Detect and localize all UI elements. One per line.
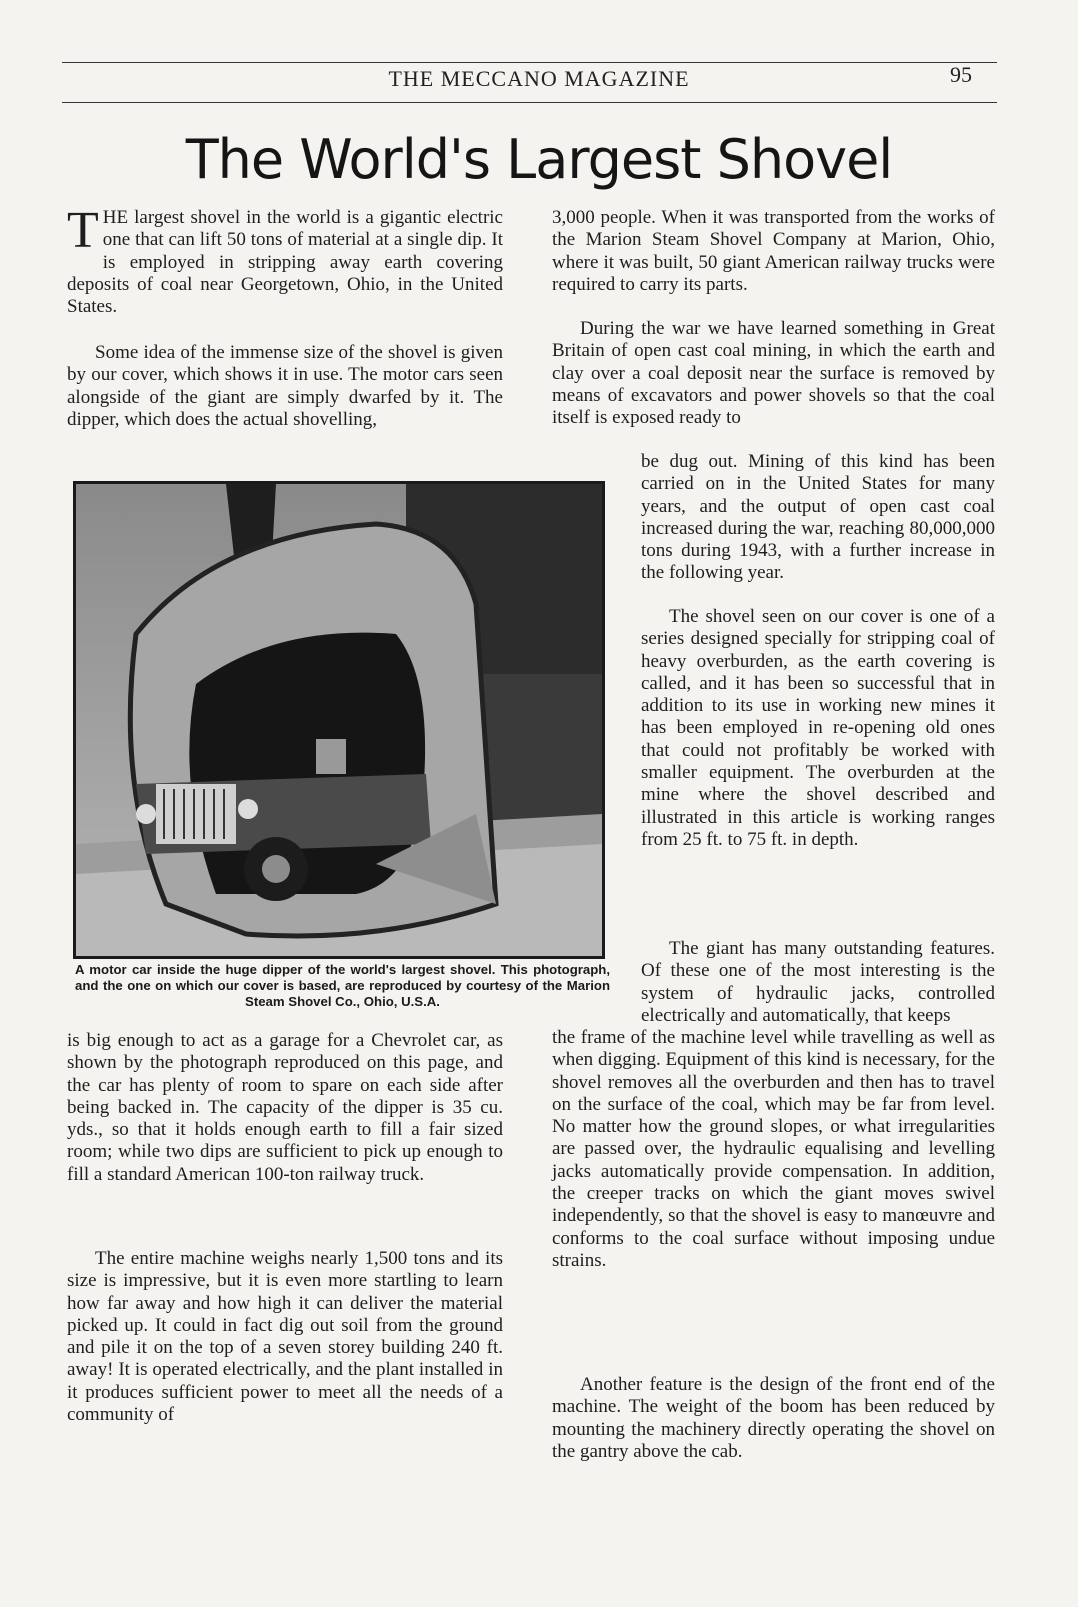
paragraph-open-cast: During the war we have learned something in Great Britain of open cast coal mining, in which the earth and clay over a coal deposit near the surface is removed by means of excavators and power shovels so that the coal itself is exposed ready to <box>552 318 995 429</box>
paragraph-cover-shovel: The shovel seen on our cover is one of a series designed specially for stripping coal of heavy overburden, as the earth covering is called, and it has been so successful that in addition to its use in working new mines it has been employed in re-opening old ones that could not profitably be worked with smaller equipment. The overburden at the mine where the shovel described and illustrated in this article is working ranges from 25 ft. to 75 ft. in depth. <box>641 606 995 850</box>
paragraph-intro <box>67 202 503 318</box>
header-rule <box>62 102 997 103</box>
paragraph-weight: The entire machine weighs nearly 1,500 tons and its size is impressive, but it is even more startling to learn how far away and how high it can deliver the material picked up. It could in fact dig out soil from the ground and pile it on the top of a seven storey building 240 ft. away! It is operated electrically, and the plant installed in it produces sufficient power to meet all the needs of a community of <box>67 1248 503 1426</box>
article-title: The World's Largest Shovel <box>185 128 893 191</box>
photo-caption: A motor car inside the huge dipper of the world's largest shovel. This photograph, and the one on which our cover is based, are reproduced by courtesy of the Marion Steam Shovel Co., Ohio, U.S.A. <box>75 962 610 1009</box>
paragraph-front-end: Another feature is the design of the front end of the machine. The weight of the boom has been reduced by mounting the machinery directly operating the shovel on the gantry above the cab. <box>552 1374 995 1462</box>
paragraph-size: Some idea of the immense size of the shovel is given by our cover, which shows it in use. The motor cars seen alongside of the giant are simply dwarfed by it. The dipper, which does the actual shovelling, <box>67 342 503 430</box>
dipper-photo <box>73 481 605 959</box>
drop-cap: T <box>67 202 99 259</box>
paragraph-intro-text: HE largest shovel in the world is a gigantic electric one that can lift 50 tons of material at a single dip. It is employed in stripping away earth covering deposits of coal near Georgetown, Ohio, in the United States. <box>67 207 503 318</box>
paragraph-transport: 3,000 people. When it was transported from the works of the Marion Steam Shovel Company at Marion, Ohio, where it was built, 50 giant American railway trucks were required to carry its parts. <box>552 207 995 295</box>
header-top-line <box>62 62 997 63</box>
page-number: 95 <box>950 62 972 87</box>
paragraph-garage: is big enough to act as a garage for a Chevrolet car, as shown by the photograph reproduced on this page, and the car has plenty of room to spare on each side after being backed in. The capacity of the dipper is 35 cu. yds., so that it holds enough earth to fill a fair sized room; while two dips are sufficient to pick up enough to fill a standard American 100-ton railway truck. <box>67 1030 503 1185</box>
running-head: THE MECCANO MAGAZINE <box>388 66 690 91</box>
paragraph-open-cast-cont: be dug out. Mining of this kind has been carried on in the United States for many years, and the output of open cast coal increased during the war, reaching 80,000,000 tons during 1943, with a further increase in the following year. <box>641 451 995 584</box>
paragraph-features-cont: the frame of the machine level while travelling as well as when digging. Equipment of this kind is necessary, for the shovel removes all the overburden and then has to travel on the surface of the coal, which may be far from level. No matter how the ground slopes, or what irregularities are passed over, the hydraulic equalising and levelling jacks automatically provide compensation. In addition, the creeper tracks on which the giant moves swivel independently, so that the shovel is easy to manœuvre and conforms to the coal surface without imposing undue strains. <box>552 1027 995 1271</box>
dipper-photo-image <box>76 484 602 956</box>
paragraph-features: The giant has many outstanding features. Of these one of the most interesting is the system of hydraulic jacks, controlled electrically and automatically, that keeps <box>641 938 995 1026</box>
